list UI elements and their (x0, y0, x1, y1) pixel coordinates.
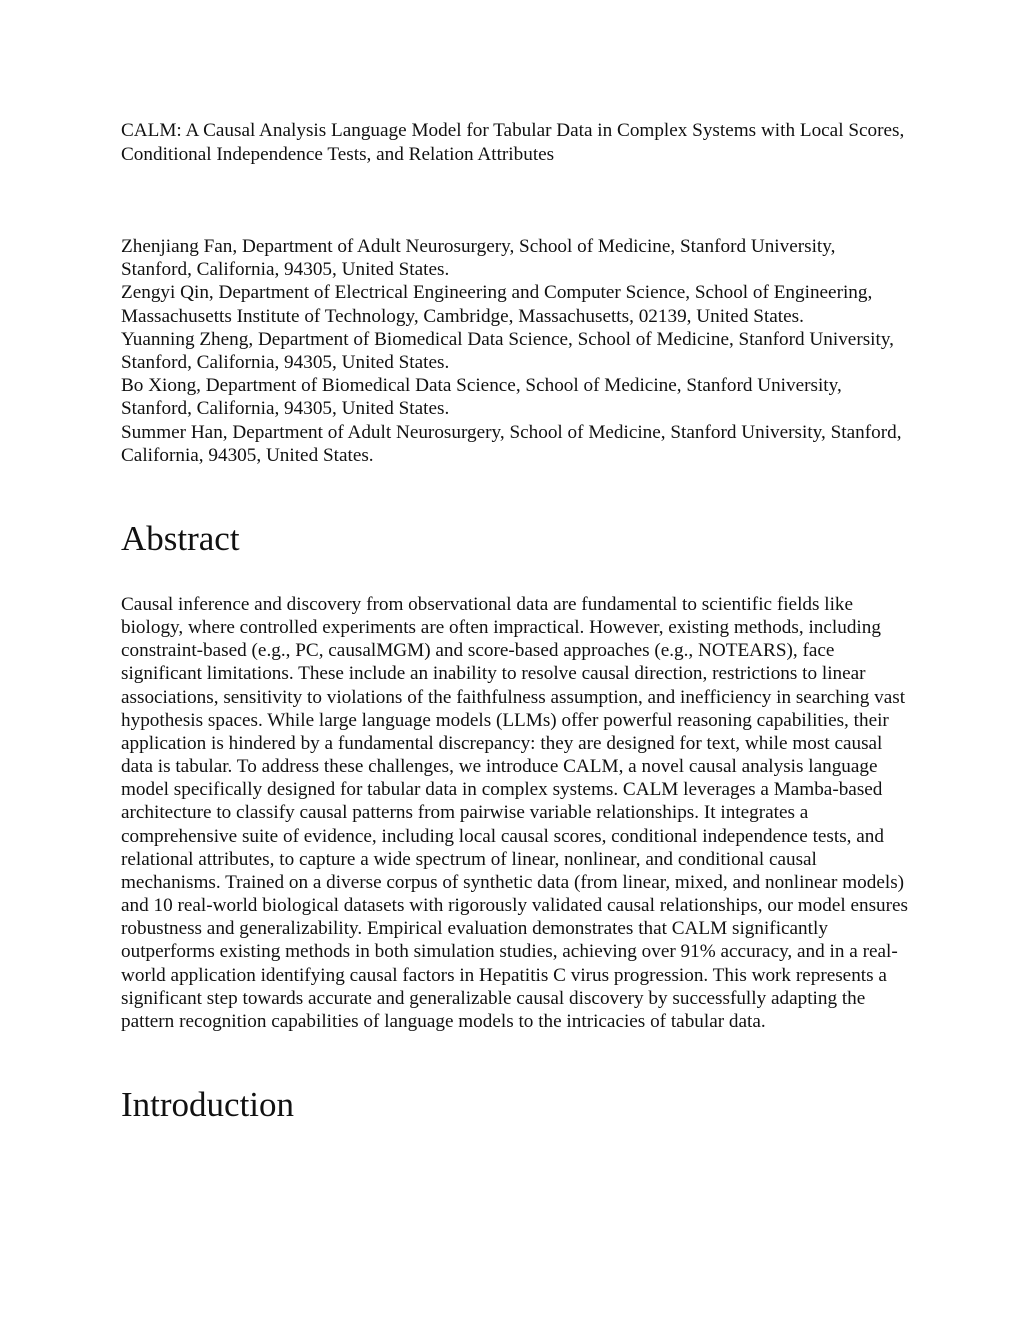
introduction-heading: Introduction (121, 1085, 295, 1124)
author-list (121, 235, 911, 467)
abstract-text: Causal inference and discovery from observational data are fundamental to scientific fields like biology, where controlled experiments are often impractical. However, existing methods, including constraint-based (e.g., PC, causalMGM) and score-based approaches (e.g., NOTEARS), face significant limitations. These include an inability to resolve causal direction, restrictions to linear associations, sensitivity to violations of the faithfulness assumption, and inefficiency in searching vast hypothesis spaces. While large language models (LLMs) offer powerful reasoning capabilities, their application is hindered by a fundamental discrepancy: they are designed for text, while most causal data is tabular. To address these challenges, we introduce CALM, a novel causal analysis language model specifically designed for tabular data in complex systems. CALM leverages a Mamba-based architecture to classify causal patterns from pairwise variable relationships. It integrates a comprehensive suite of evidence, including local causal scores, conditional independence tests, and relational attributes, to capture a wide spectrum of linear, nonlinear, and conditional causal mechanisms. Trained on a diverse corpus of synthetic data (from linear, mixed, and nonlinear models) and 10 real-world biological datasets with rigorously validated causal relationships, our model ensures robustness and generalizability. Empirical evaluation demonstrates that CALM significantly outperforms existing methods in both simulation studies, achieving over 91% accuracy, and in a real-world application identifying causal factors in Hepatitis C virus progression. This work represents a significant step towards accurate and generalizable causal discovery by successfully adapting the pattern recognition capabilities of language models to the intricacies of tabular data. (121, 594, 909, 1032)
author-affiliation: Bo Xiong, Department of Biomedical Data Science, School of Medicine, Stanford University, Stanford, California, 94305, United States. (121, 375, 842, 420)
author-affiliation: Yuanning Zheng, Department of Biomedical Data Science, School of Medicine, Stanford University, Stanford, California, 94305, United States. (121, 328, 894, 374)
abstract-heading: Abstract (121, 519, 240, 558)
paper-title: CALM: A Causal Analysis Language Model for Tabular Data in Complex Systems with Local Scores, Conditional Independence Tests, and Relation Attributes (121, 120, 905, 165)
author-affiliation: Summer Han, Department of Adult Neurosurgery, School of Medicine, Stanford University, Stanford, California, 94305, United States. (121, 421, 902, 466)
author-affiliation: Zengyi Qin, Department of Electrical Engineering and Computer Science, School of Engineering, Massachusetts Institute of Technology, Cambridge, Massachusetts, 02139, United States. (121, 282, 873, 327)
author-affiliation: Zhenjiang Fan, Department of Adult Neurosurgery, School of Medicine, Stanford University, Stanford, California, 94305, United States. (121, 236, 836, 281)
